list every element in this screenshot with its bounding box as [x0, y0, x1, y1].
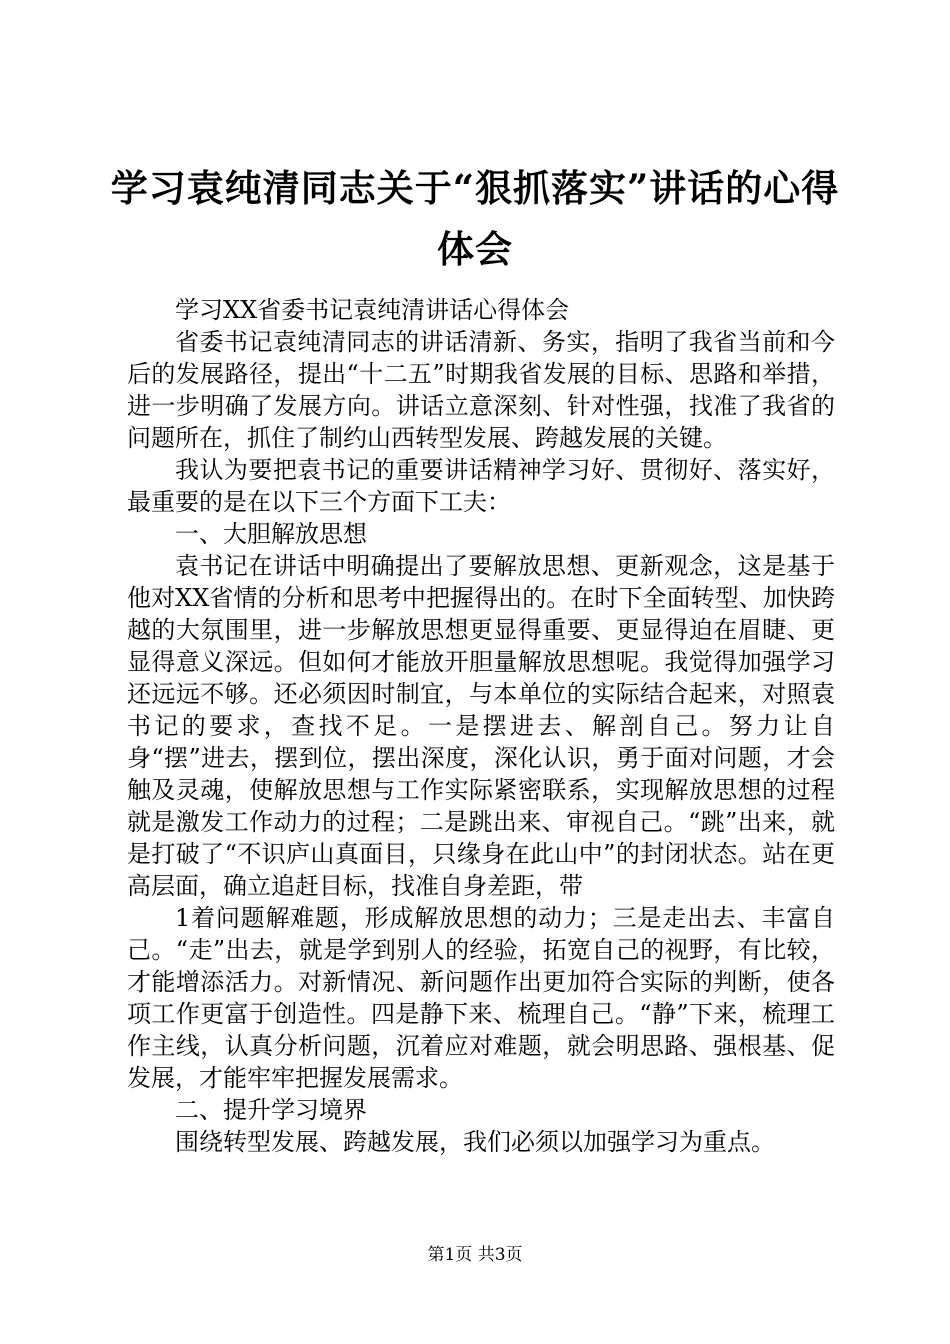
section-heading: 二、提升学习境界 [175, 1096, 367, 1124]
paragraph-subtitle: 学习XX省委书记袁纯清讲话心得体会 [175, 296, 570, 324]
paragraph: 省委书记袁纯清同志的讲话清新、务实，指明了我省当前和今后的发展路径，提出“十二五”时期我省发展的目标、思路和举措，进一步明确了发展方向。讲话立意深刻、针对性强，找准了我省的问题所在，抓住了制约山西转型发展、跨越发展的关键。 [127, 328, 835, 452]
paragraph: 围绕转型发展、跨越发展，我们必须以加强学习为重点。 [175, 1128, 775, 1156]
paragraph: 袁书记在讲话中明确提出了要解放思想、更新观念，这是基于他对XX省情的分析和思考中把握得出的。在时下全面转型、加快跨越的大氛围里，进一步解放思想更显得重要、更显得迫在眉睫、更显得意义深远。但如何才能放开胆量解放思想呢。我觉得加强学习还远远不够。还必须因时制宜，与本单位的实际结合起来，对照袁书记的要求，查找不足。一是摆进去、解剖自己。努力让自身“摆”进去，摆到位，摆出深度，深化认识，勇于面对问题，才会触及灵魂，使解放思想与工作实际紧密联系，实现解放思想的过程就是激发工作动力的过程；二是跳出来、审视自己。“跳”出来，就是打破了“不识庐山真面目，只缘身在此山中”的封闭状态。站在更高层面，确立追赶目标，找准自身差距，带 [127, 552, 835, 900]
page-footer: 第1页 共3页 [427, 1245, 523, 1265]
section-heading: 一、大胆解放思想 [175, 520, 367, 548]
paragraph: 我认为要把袁书记的重要讲话精神学习好、贯彻好、落实好，最重要的是在以下三个方面下工夫： [127, 456, 835, 516]
document-title: 学习袁纯清同志关于“狠抓落实”讲话的心得体会 [110, 166, 840, 271]
document-body [127, 294, 835, 1158]
paragraph: 1着问题解难题，形成解放思想的动力；三是走出去、丰富自己。“走”出去，就是学到别人的经验，拓宽自己的视野，有比较，才能增添活力。对新情况、新问题作出更加符合实际的判断，使各项工作更富于创造性。四是静下来、梳理自己。“静”下来，梳理工作主线，认真分析问题，沉着应对难题，就会明思路、强根基、促发展，才能牢牢把握发展需求。 [127, 904, 835, 1092]
